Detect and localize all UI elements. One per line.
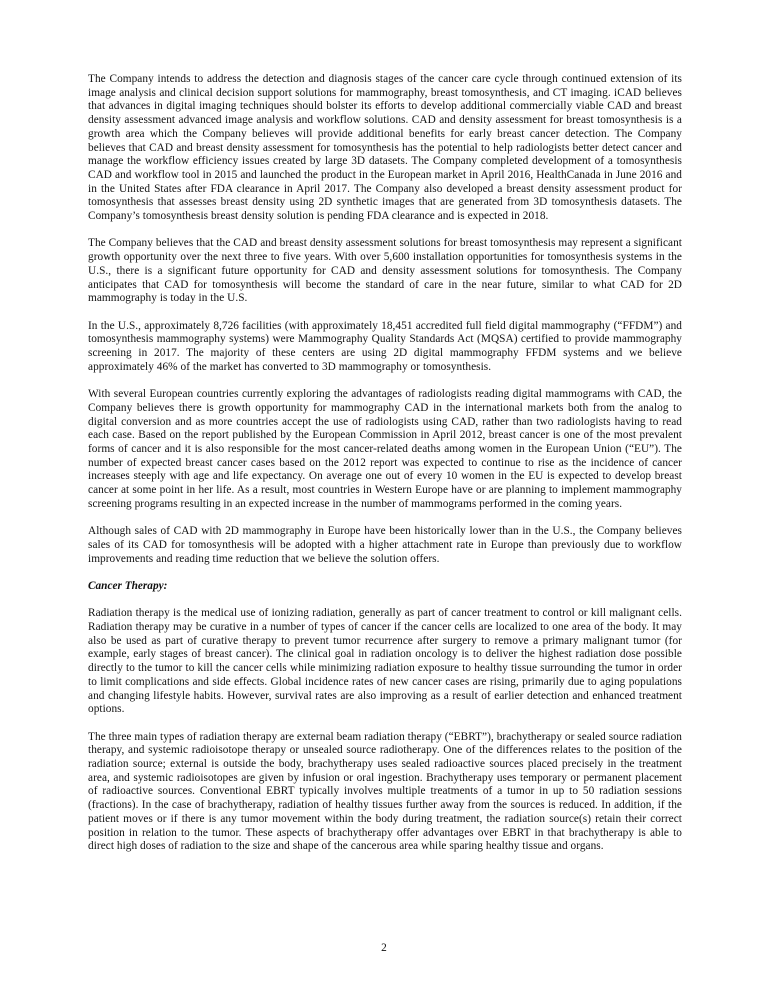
- section-heading-cancer-therapy: Cancer Therapy:: [88, 579, 168, 592]
- paragraph-radiation-therapy-types: The three main types of radiation therapy are external beam radiation therapy (“EBRT”), brachytherapy or sealed source radiation therapy, and systemic radioisotope therapy or unsealed source radiotherapy. One of the differences relates to the position of the radiation source; external is outside the body, brachytherapy uses sealed radioactive sources placed precisely in the treatment area, and systemic radioisotopes are given by infusion or oral ingestion. Brachytherapy uses temporary or permanent placement of radioactive sources. Conventional EBRT typically involves multiple treatments of a tumor in up to 50 radiation sessions (fractions). In the case of brachytherapy, radiation of healthy tissues further away from the sources is reduced. In addition, if the patient moves or if there is any tumor movement within the body during treatment, the radiation source(s) retain their correct position in relation to the tumor. These aspects of brachytherapy offer advantages over EBRT in that brachytherapy is able to direct high doses of radiation to the size and shape of the cancerous area while sparing healthy tissue and organs.: [88, 730, 682, 853]
- paragraph-european-markets: With several European countries currently exploring the advantages of radiologists reading digital mammograms with CAD, the Company believes there is growth opportunity for mammography CAD in the international markets both from the analog to digital conversion and as more countries accept the use of radiologists using CAD, rather than two radiologists having to read each case. Based on the report published by the European Commission in April 2012, breast cancer is one of the most prevalent forms of cancer and it is also responsible for the most cancer-related deaths among women in the European Union (“EU”). The number of expected breast cancer cases based on the 2012 report was expected to continue to rise as the incidence of cancer increases steeply with age and life expectancy. On average one out of every 10 women in the EU is expected to develop breast cancer at some point in her life. As a result, most countries in Western Europe have or are planning to implement mammography screening programs resulting in an expected increase in the number of mammograms performed in the coming years.: [88, 388, 682, 510]
- page-number: 2: [381, 942, 387, 954]
- paragraph-radiation-therapy-overview: Radiation therapy is the medical use of ionizing radiation, generally as part of cancer treatment to control or kill malignant cells. Radiation therapy may be curative in a number of types of cancer if the cancer cells are localized to one area of the body. It may also be used as part of curative therapy to prevent tumor recurrence after surgery to remove a primary malignant tumor (for example, early stages of breast cancer). The clinical goal in radiation oncology is to deliver the highest radiation dose possible directly to the tumor to kill the cancer cells while minimizing radiation exposure to healthy tissue surrounding the tumor in order to limit complications and side effects. Global incidence rates of new cancer cases are rising, primarily due to aging populations and changing lifestyle habits. However, survival rates are also improving as a result of earlier detection and enhanced treatment options.: [88, 607, 682, 716]
- paragraph-us-facilities: In the U.S., approximately 8,726 facilities (with approximately 18,451 accredited full field digital mammography (“FFDM”) and tomosynthesis mammography systems) were Mammography Quality Standards Act (MQSA) certified to provide mammography screening in 2017. The majority of these centers are using 2D digital mammography FFDM systems and we believe approximately 46% of the market has converted to 3D mammography or tomosynthesis.: [88, 319, 682, 373]
- paragraph-cancer-care-cycle: The Company intends to address the detection and diagnosis stages of the cancer care cycle through continued extension of its image analysis and clinical decision support solutions for mammography, breast tomosynthesis, and CT imaging. iCAD believes that advances in digital imaging techniques should bolster its efforts to develop additional commercially viable CAD and breast density assessment advanced image analysis and workflow solutions. CAD and density assessment for breast tomosynthesis is a growth area which the Company believes will provide additional benefits for early breast cancer detection. The Company believes that CAD and breast density assessment for tomosynthesis has the potential to help radiologists better detect cancer and manage the workflow efficiency issues created by large 3D datasets. The Company completed development of a tomosynthesis CAD and workflow tool in 2015 and launched the product in the European market in April 2016, HealthCanada in June 2016 and in the United States after FDA clearance in April 2017. The Company also developed a breast density assessment product for tomosynthesis that assesses breast density using 2D synthetic images that are generated from 3D tomosynthesis datasets. The Company’s tomosynthesis breast density solution is pending FDA clearance and is expected in 2018.: [88, 73, 682, 223]
- document-body: [88, 73, 682, 868]
- paragraph-growth-opportunity: The Company believes that the CAD and breast density assessment solutions for breast tomosynthesis may represent a significant growth opportunity over the next three to five years. With over 5,600 installation opportunities for tomosynthesis systems in the U.S., there is a significant future opportunity for CAD and density assessment solutions for tomosynthesis. The Company anticipates that CAD for tomosynthesis will become the standard of care in the near future, similar to what CAD for 2D mammography is today in the U.S.: [88, 237, 682, 305]
- paragraph-europe-cad-sales: Although sales of CAD with 2D mammography in Europe have been historically lower than in the U.S., the Company believes sales of its CAD for tomosynthesis will be adopted with a higher attachment rate in Europe than previously due to workflow improvements and reading time reduction that we believe the solution offers.: [88, 525, 682, 565]
